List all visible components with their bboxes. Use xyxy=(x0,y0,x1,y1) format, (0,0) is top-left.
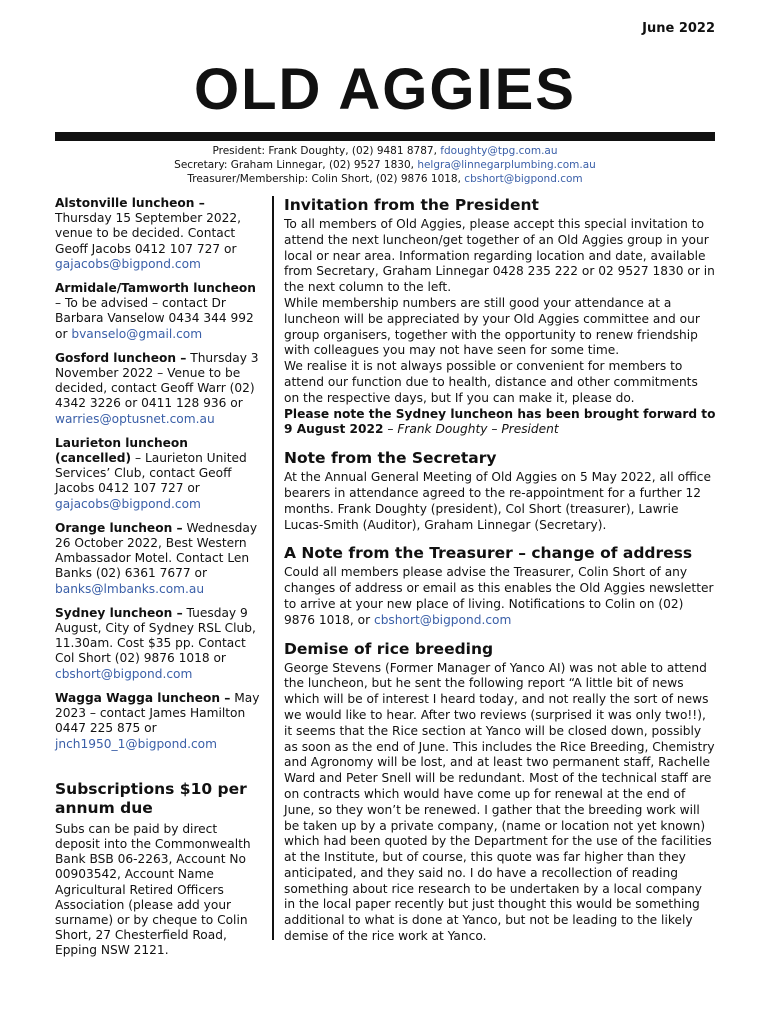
column-divider xyxy=(272,196,274,940)
president-signoff: – Frank Doughty – President xyxy=(383,422,559,437)
masthead-rule xyxy=(55,132,715,141)
secretary-section xyxy=(284,448,716,533)
treasurer-section xyxy=(284,543,716,628)
invitation-section xyxy=(284,195,716,438)
luncheon-laurieton: Laurieton luncheon (cancelled) – Laurieton United Services’ Club, contact Geoff Jacobs 0412 107 727 or gajacobs@bigpond.com xyxy=(55,435,247,511)
luncheon-armidale-tamworth: Armidale/Tamworth luncheon – To be advised – contact Dr Barbara Vanselow 0434 344 992 or bvanselo@gmail.com xyxy=(55,281,256,341)
treasurer-paragraph: Could all members please advise the Treasurer, Colin Short of any changes of address or email as this enables the Old Aggies newsletter to arrive at your new place of living. Notifications to Colin on (02) 9876 1018, or cbshort@bigpond.com xyxy=(284,565,714,627)
luncheon-orange: Orange luncheon – Wednesday 26 October 2022, Best Western Ambassador Motel. Contact Len Banks (02) 6361 7677 or banks@lmbanks.com.au xyxy=(55,520,258,596)
issue-date: June 2022 xyxy=(642,21,715,36)
invitation-paragraph: While membership numbers are still good your attendance at a luncheon will be appreciated by your Old Aggies committee and our group organisers, together with the opportunity to renew friendship with colleagues you may not have seen for some time. xyxy=(284,295,700,358)
luncheon-email-link[interactable]: warries@optusnet.com.au xyxy=(55,411,215,426)
newsletter-title: OLD AGGIES xyxy=(194,57,576,122)
invitation-paragraph: To all members of Old Aggies, please accept this special invitation to attend the next luncheon/get together of an Old Aggies group in your local or near area. Information regarding location and date, available from Secretary, Graham Linnegar 0428 235 222 or 02 9527 1830 or in the next column to the left. xyxy=(284,217,715,295)
rice-paragraph: George Stevens (Former Manager of Yanco AI) was not able to attend the luncheon, but he sent the following report “A little bit of news which will be of interest I heard today, and not really the sort of news we would like to hear. After two reviews (surprised it was only two!!), it seems that the Rice section at Yanco will be closed down, possibly as soon as the end of June. This includes the Rice Breeding, Chemistry and Agronomy will be lost, and at least two permanent staff, Rachelle Ward and Peter Snell will be redundant. Most of the technical staff are on contracts which would have come up for renewal at the end of June, so they won’t be renewed. I gather that the breeding work will be taken up by a private company, (name or location not yet known) which had been quoted by the Department for the use of the facilities at the Institute, but of course, this quote was far higher than they anticipated, and they said no. I do have a recollection of reading something about rice research to be undertaken by a local company in the local paper recently but just thought this would be something additional to what is done at Yanco, but not be leading to the likely demise of the rice work at Yanco. xyxy=(284,660,715,944)
luncheon-alstonville: Alstonville luncheon – Thursday 15 September 2022, venue to be decided. Contact Geoff Jacobs 0412 107 727 or gajacobs@bigpond.com xyxy=(55,196,242,271)
luncheon-email-link[interactable]: jnch1950_1@bigpond.com xyxy=(55,736,218,751)
treasurer-email-link[interactable]: cbshort@bigpond.com xyxy=(374,612,512,627)
luncheon-email-link[interactable]: cbshort@bigpond.com xyxy=(55,666,193,681)
invitation-note: Please note the Sydney luncheon has been brought forward to 9 August 2022 – Frank Doughty – President xyxy=(284,406,716,437)
president-line: President: Frank Doughty, (02) 9481 8787, fdoughty@tpg.com.au xyxy=(212,145,558,157)
invitation-paragraph: We realise it is not always possible or convenient for members to attend our function due to health, distance and other commitments on the respective days, but If you can make it, please do. xyxy=(284,359,698,405)
invitation-heading: Invitation from the President xyxy=(284,196,539,214)
luncheon-gosford: Gosford luncheon – Thursday 3 November 2022 – Venue to be decided, contact Geoff Warr (02) 4342 3226 or 0411 128 936 or warries@optusnet.com.au xyxy=(55,350,259,426)
rice-heading: Demise of rice breeding xyxy=(284,639,494,658)
luncheon-email-link[interactable]: gajacobs@bigpond.com xyxy=(55,496,201,511)
secretary-heading: Note from the Secretary xyxy=(284,449,497,468)
luncheons-column xyxy=(55,196,260,959)
luncheon-sydney: Sydney luncheon – Tuesday 9 August, City of Sydney RSL Club, 11.30am. Cost $35 pp. Contact Col Short (02) 9876 1018 or cbshort@bigpond.com xyxy=(55,605,256,681)
luncheon-email-link[interactable]: banks@lmbanks.com.au xyxy=(55,581,205,596)
treasurer-heading: A Note from the Treasurer – change of address xyxy=(284,544,693,563)
secretary-email-link[interactable]: helgra@linnegarplumbing.com.au xyxy=(417,159,596,171)
luncheon-email-link[interactable]: gajacobs@bigpond.com xyxy=(55,256,201,271)
treasurer-line: Treasurer/Membership: Colin Short, (02) 9876 1018, cbshort@bigpond.com xyxy=(187,173,583,185)
subscriptions-heading: Subscriptions $10 per annum due xyxy=(55,779,247,817)
officers-block xyxy=(0,144,770,186)
luncheon-wagga-wagga: Wagga Wagga luncheon – May 2023 – contact James Hamilton 0447 225 875 or jnch1950_1@bigpond.com xyxy=(55,690,260,751)
articles-column xyxy=(284,195,716,955)
rice-section xyxy=(284,639,716,945)
treasurer-email-link[interactable]: cbshort@bigpond.com xyxy=(464,173,583,185)
subscriptions-text: Subs can be paid by direct deposit into the Commonwealth Bank BSB 06-2263, Account No 00903542, Account Name Agricultural Retired Officers Association (please add your surname) or by cheque to Colin Short, 27 Chesterfield Road, Epping NSW 2121. xyxy=(55,821,251,958)
president-email-link[interactable]: fdoughty@tpg.com.au xyxy=(440,145,558,157)
luncheon-email-link[interactable]: bvanselo@gmail.com xyxy=(71,326,203,341)
secretary-line: Secretary: Graham Linnegar, (02) 9527 1830, helgra@linnegarplumbing.com.au xyxy=(174,159,596,171)
secretary-paragraph: At the Annual General Meeting of Old Aggies on 5 May 2022, all office bearers in attendance agreed to the re-appointment for a further 12 months. Frank Doughty (president), Col Short (treasurer), Lawrie Lucas-Smith (Auditor), Graham Linnegar (Secretary). xyxy=(284,470,712,532)
